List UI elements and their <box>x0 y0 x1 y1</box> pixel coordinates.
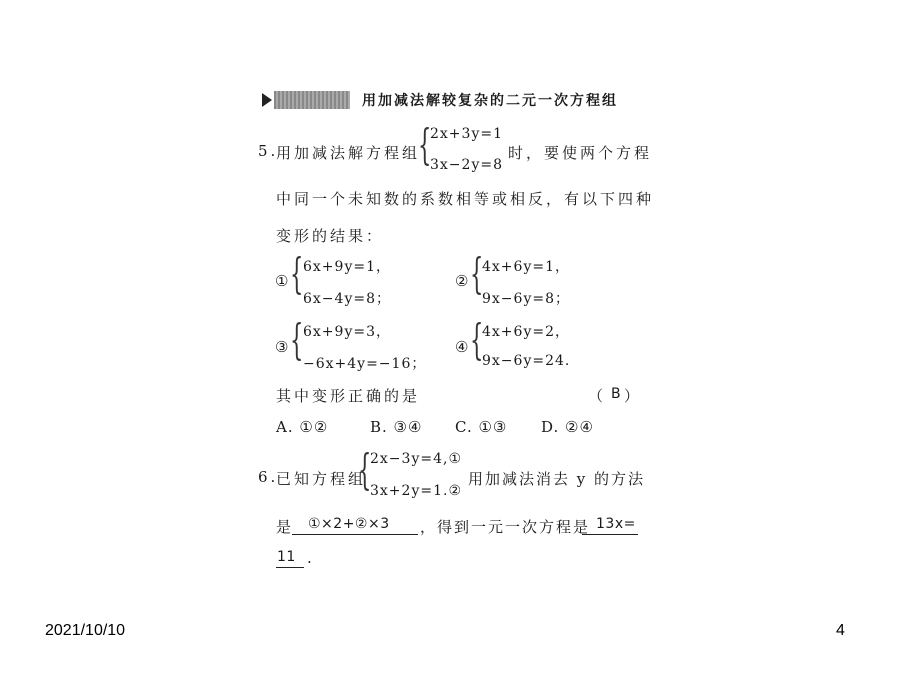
q5-option-4-brace: { <box>470 315 484 364</box>
q5-option-4-eq2: 9x−6y=24. <box>482 353 571 369</box>
q5-system-eq2: 3x−2y=8 <box>430 157 503 173</box>
q5-number: 5. <box>258 142 279 160</box>
q5-option-2-brace: { <box>470 249 484 298</box>
q5-option-4-mark: ④ <box>455 338 472 356</box>
q5-lead: 用加减法解方程组 <box>276 144 421 162</box>
q5-option-2-mark: ② <box>455 272 472 290</box>
q5-option-1-eq2: 6x−4y=8； <box>303 291 391 307</box>
q5-option-3-brace: { <box>290 315 304 364</box>
section-badge <box>274 91 350 109</box>
q5-question: 其中变形正确的是 <box>276 387 421 405</box>
q5-choice-d: D. ②④ <box>541 418 594 436</box>
q6-blank2-answer-part2: 11 <box>277 549 296 565</box>
q5-option-1-brace: { <box>290 249 304 298</box>
q5-answer-paren-open: （ <box>588 387 607 405</box>
q6-system-brace: { <box>358 445 372 494</box>
q6-blank1-answer: ①×2+②×3 <box>308 516 390 532</box>
q5-option-3-eq1: 6x+9y=3， <box>303 324 391 340</box>
footer-date: 2021/10/10 <box>45 622 126 639</box>
q6-end: . <box>307 549 315 567</box>
q5-option-3-eq2: −6x+4y=−16； <box>303 356 427 372</box>
q6-number: 6. <box>258 468 279 486</box>
q5-lead-tail: 时，要使两个方程 <box>508 144 653 162</box>
q5-answer: B <box>611 386 622 402</box>
q5-answer-paren-close: ） <box>624 387 643 405</box>
q6-lead: 已知方程组 <box>276 470 367 488</box>
q6-blank2-underline-1 <box>582 534 638 535</box>
q5-option-3-mark: ③ <box>275 338 292 356</box>
q6-line2-start: 是 <box>276 518 295 536</box>
q6-lead-tail: 用加减法消去 y 的方法 <box>468 470 646 488</box>
q6-blank1-underline <box>292 534 418 535</box>
q5-option-2-eq1: 4x+6y=1， <box>482 259 570 275</box>
q5-option-4-eq1: 4x+6y=2， <box>482 324 570 340</box>
q6-system-eq2: 3x+2y=1.② <box>370 483 462 499</box>
q6-system-eq1: 2x−3y=4,① <box>370 451 462 467</box>
q6-blank2-underline-2 <box>276 567 304 568</box>
q5-line2: 中同一个未知数的系数相等或相反，有以下四种 <box>276 190 655 208</box>
q5-option-1-mark: ① <box>275 272 292 290</box>
q5-system-brace: { <box>418 120 432 169</box>
q6-line2-mid: ，得到一元一次方程是 <box>420 518 591 536</box>
q5-system-eq1: 2x+3y=1 <box>430 126 503 142</box>
q5-option-2-eq2: 9x−6y=8； <box>482 291 570 307</box>
q5-option-1-eq1: 6x+9y=1， <box>303 259 391 275</box>
q6-blank2-answer-part1: 13x= <box>596 516 636 532</box>
triangle-icon <box>262 93 272 107</box>
q5-choice-b: B. ③④ <box>370 418 423 436</box>
q5-choice-a: A. ①② <box>276 418 329 436</box>
section-title: 用加减法解较复杂的二元一次方程组 <box>362 93 618 109</box>
q5-line3: 变形的结果： <box>276 227 385 245</box>
q5-choice-c: C. ①③ <box>455 418 508 436</box>
footer-page-number: 4 <box>836 622 845 639</box>
